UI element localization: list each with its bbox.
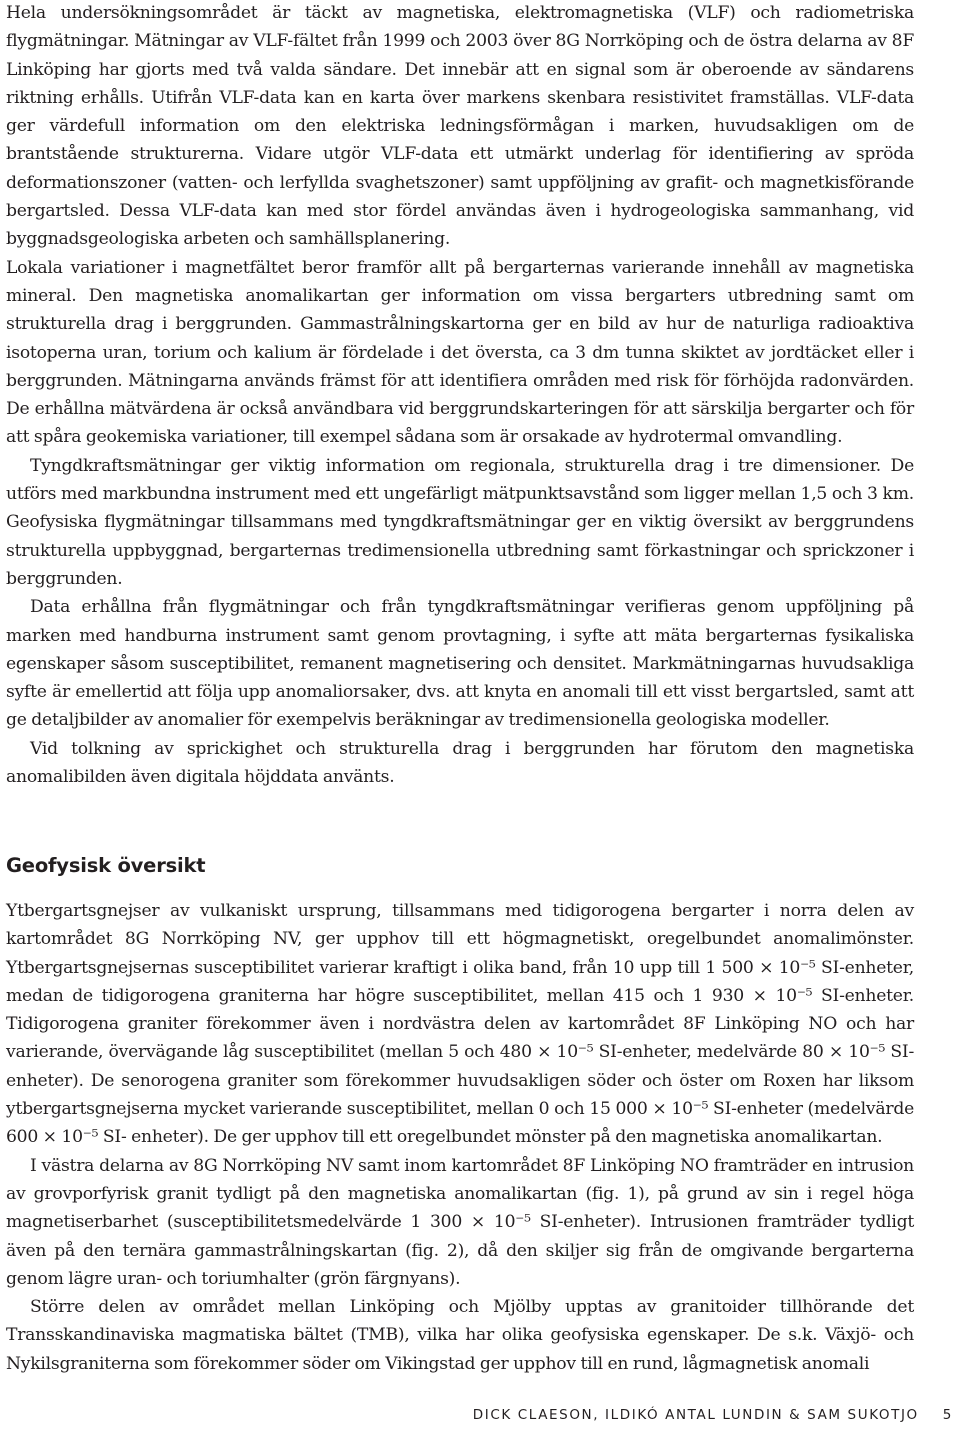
paragraph-intrusion: I västra delarna av 8G Norrköping NV samt inom kartområdet 8F Linköping NO framträder en intrusion av grovporfyrisk granit tydligt på den magnetiska anomalikartan (fig. 1), på grund av sin i regel höga magnetiserbarhet (susceptibilitetsmedelvärde 1 300 × 10⁻⁵ SI-enheter). Intrusionen framträder tydligt även på den ternära gammastrålningskartan (fig. 2), då den skiljer sig från de omgivande bergarterna genom lägre uran- och toriumhalter (grön färgnyans). bbox=[6, 1155, 914, 1289]
paragraph-ground-verification: Data erhållna från flygmätningar och från tyngdkraftsmätningar verifieras genom uppföljning på marken med handburna instrument samt genom provtagning, i syfte att mäta bergarternas fysikaliska egenskaper såsom susceptibilitet, remanent magnetisering och densitet. Markmätningarnas huvudsakliga syfte är emellertid att följa upp anomaliorsaker, dvs. att knyta en anomali till ett visst bergartsled, samt att ge detaljbilder av anomalier för exempelvis beräkningar av tredimensionella geologiska modeller. bbox=[6, 597, 914, 731]
paragraph-gravity: Tyngdkraftsmätningar ger viktig information om regionala, strukturella drag i tre dimensioner. De utförs med markbundna instrument med ett ungefärligt mätpunktsavstånd som ligger mellan 1,5 och 3 km. Geofysiska flygmätningar tillsammans med tyngdkraftsmätningar ger en viktig översikt av berggrundens strukturella uppbyggnad, bergarternas tredimensionella utbredning samt förkastningar och sprickzoner i berggrunden. bbox=[6, 455, 914, 589]
paragraph-susceptibility: Ytbergartsgnejser av vulkaniskt ursprung, tillsammans med tidigorogena bergarter i norra delen av kartområdet 8G Norrköping NV, ger upphov till ett högmagnetiskt, oregelbundet anomalimönster. Ytbergartsgnejsernas susceptibilitet varierar kraftigt i olika band, från 10 upp till 1 500 × 10⁻⁵ SI-enheter, medan de tidigorogena graniterna har högre susceptibilitet, mellan 415 och 1 930 × 10⁻⁵ SI-enheter. Tidigorogena graniter förekommer även i nordvästra delen av kartområdet 8F Linköping NO och har varierande, övervägande låg susceptibilitet (mellan 5 och 480 × 10⁻⁵ SI-enheter, medelvärde 80 × 10⁻⁵ SI-enheter). De senorogena graniter som förekommer huvudsakligen söder och öster om Roxen har liksom ytbergartsgnejserna mycket varierande susceptibilitet, mellan 0 och 15 000 × 10⁻⁵ SI-enheter (medelvärde 600 × 10⁻⁵ SI- enheter). De ger upphov till ett oregelbundet mönster på den magnetiska anomalikartan. bbox=[6, 901, 914, 1148]
footer-authors: DICK CLAESON, ILDIKÓ ANTAL LUNDIN & SAM SUKOTJO bbox=[472, 1407, 919, 1423]
paragraph-tmb: Större delen av området mellan Linköping och Mjölby upptas av granitoider tillhörande det Transskandinaviska magmatiska bältet (TMB), vilka har olika geofysiska egenskaper. De s.k. Växjö- och Nykilsgraniterna som förekommer söder om Vikingstad ger upphov till en rund, lågmagnetisk anomali bbox=[6, 1297, 914, 1374]
intro-section bbox=[6, 0, 914, 791]
page-number: 5 bbox=[942, 1407, 953, 1423]
paragraph-interpretation: Vid tolkning av sprickighet och strukturella drag i berggrunden har förutom den magnetiska anomalibilden även digitala höjddata använts. bbox=[6, 738, 914, 788]
geophysical-overview-section bbox=[6, 897, 914, 1378]
page-footer bbox=[473, 1407, 953, 1423]
paragraph-magnetic-gamma: Lokala variationer i magnetfältet beror framför allt på bergarternas varierande innehåll av magnetiska mineral. Den magnetiska anomalikartan ger information om vissa bergarters utbredning samt om strukturella drag i berggrunden. Gammastrålningskartorna ger en bild av hur de naturliga radioaktiva isotoperna uran, torium och kalium är fördelade i det översta, ca 3 dm tunna skiktet av jordtäcket eller i berggrunden. Mätningarna används främst för att identifiera områden med risk för förhöjda radonvärden. De erhållna mätvärdena är också användbara vid berggrundskarteringen för att särskilja bergarter och för att spåra geokemiska variationer, till exempel sådana som är orsakade av hydrotermal omvandling. bbox=[6, 257, 914, 448]
paragraph-vlf: Hela undersökningsområdet är täckt av magnetiska, elektromagnetiska (VLF) och radiometriska flygmätningar. Mätningar av VLF-fältet från 1999 och 2003 över 8G Norrköping och de östra delarna av 8F Linköping har gjorts med två valda sändare. Det innebär att en signal som är oberoende av sändarens riktning erhålls. Utifrån VLF-data kan en karta över markens skenbara resistivitet framställas. VLF-data ger värdefull information om den elektriska ledningsförmågan i marken, huvudsakligen om de brantstående strukturerna. Vidare utgör VLF-data ett utmärkt underlag för identifiering av spröda deformationszoner (vatten- och lerfyllda svaghetszoner) samt uppföljning av grafit- och magnetkisförande bergartsled. Dessa VLF-data kan med stor fördel användas även i hydrogeologiska sammanhang, vid byggnadsgeologiska arbeten och samhällsplanering. bbox=[6, 3, 914, 250]
section-heading: Geofysisk översikt bbox=[6, 854, 206, 877]
